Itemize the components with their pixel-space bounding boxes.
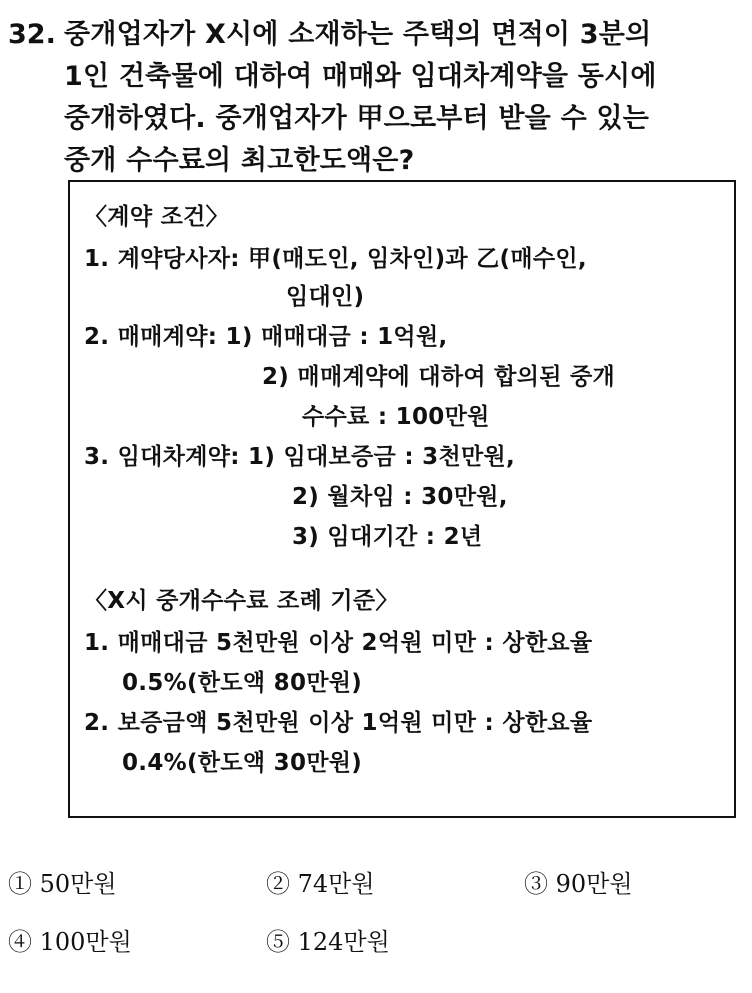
answer-choice-1[interactable]: ① 50만원	[8, 870, 117, 898]
question-stem-line: 중개 수수료의 최고한도액은?	[64, 145, 415, 176]
answer-choice-4[interactable]: ④ 100만원	[8, 928, 132, 956]
conditions-box	[68, 180, 736, 818]
lease-contract-line: 3. 임대차계약: 1) 임대보증금 : 3천만원,	[84, 444, 516, 470]
ordinance-rule-line: 0.5%(한도액 80만원)	[122, 670, 363, 696]
answer-choice-2[interactable]: ② 74만원	[266, 870, 375, 898]
contract-conditions-heading: 〈계약 조건〉	[84, 204, 229, 230]
sale-contract-line: 2. 매매계약: 1) 매매대금 : 1억원,	[84, 324, 448, 350]
question-stem-line: 1인 건축물에 대하여 매매와 임대차계약을 동시에	[64, 61, 657, 92]
answer-choice-3[interactable]: ③ 90만원	[524, 870, 633, 898]
contract-parties-line: 1. 계약당사자: 甲(매도인, 임차인)과 乙(매수인,	[84, 246, 587, 272]
lease-contract-line: 3) 임대기간 : 2년	[292, 524, 483, 550]
ordinance-rule-line: 0.4%(한도액 30만원)	[122, 750, 363, 776]
ordinance-rule-line: 2. 보증금액 5천만원 이상 1억원 미만 : 상한요율	[84, 710, 593, 736]
lease-contract-line: 2) 월차임 : 30만원,	[292, 484, 508, 510]
contract-parties-line: 임대인)	[286, 284, 365, 310]
sale-contract-line: 수수료 : 100만원	[302, 404, 490, 430]
answer-choice-5[interactable]: ⑤ 124만원	[266, 928, 390, 956]
ordinance-rule-line: 1. 매매대금 5천만원 이상 2억원 미만 : 상한요율	[84, 630, 593, 656]
ordinance-heading: 〈X시 중개수수료 조례 기준〉	[84, 588, 399, 614]
question-stem-line: 중개하였다. 중개업자가 甲으로부터 받을 수 있는	[64, 103, 650, 134]
question-stem	[64, 14, 744, 182]
sale-contract-line: 2) 매매계약에 대하여 합의된 중개	[262, 364, 616, 390]
question-stem-line: 중개업자가 X시에 소재하는 주택의 면적이 3분의	[64, 19, 652, 50]
question-number: 32.	[8, 19, 56, 50]
